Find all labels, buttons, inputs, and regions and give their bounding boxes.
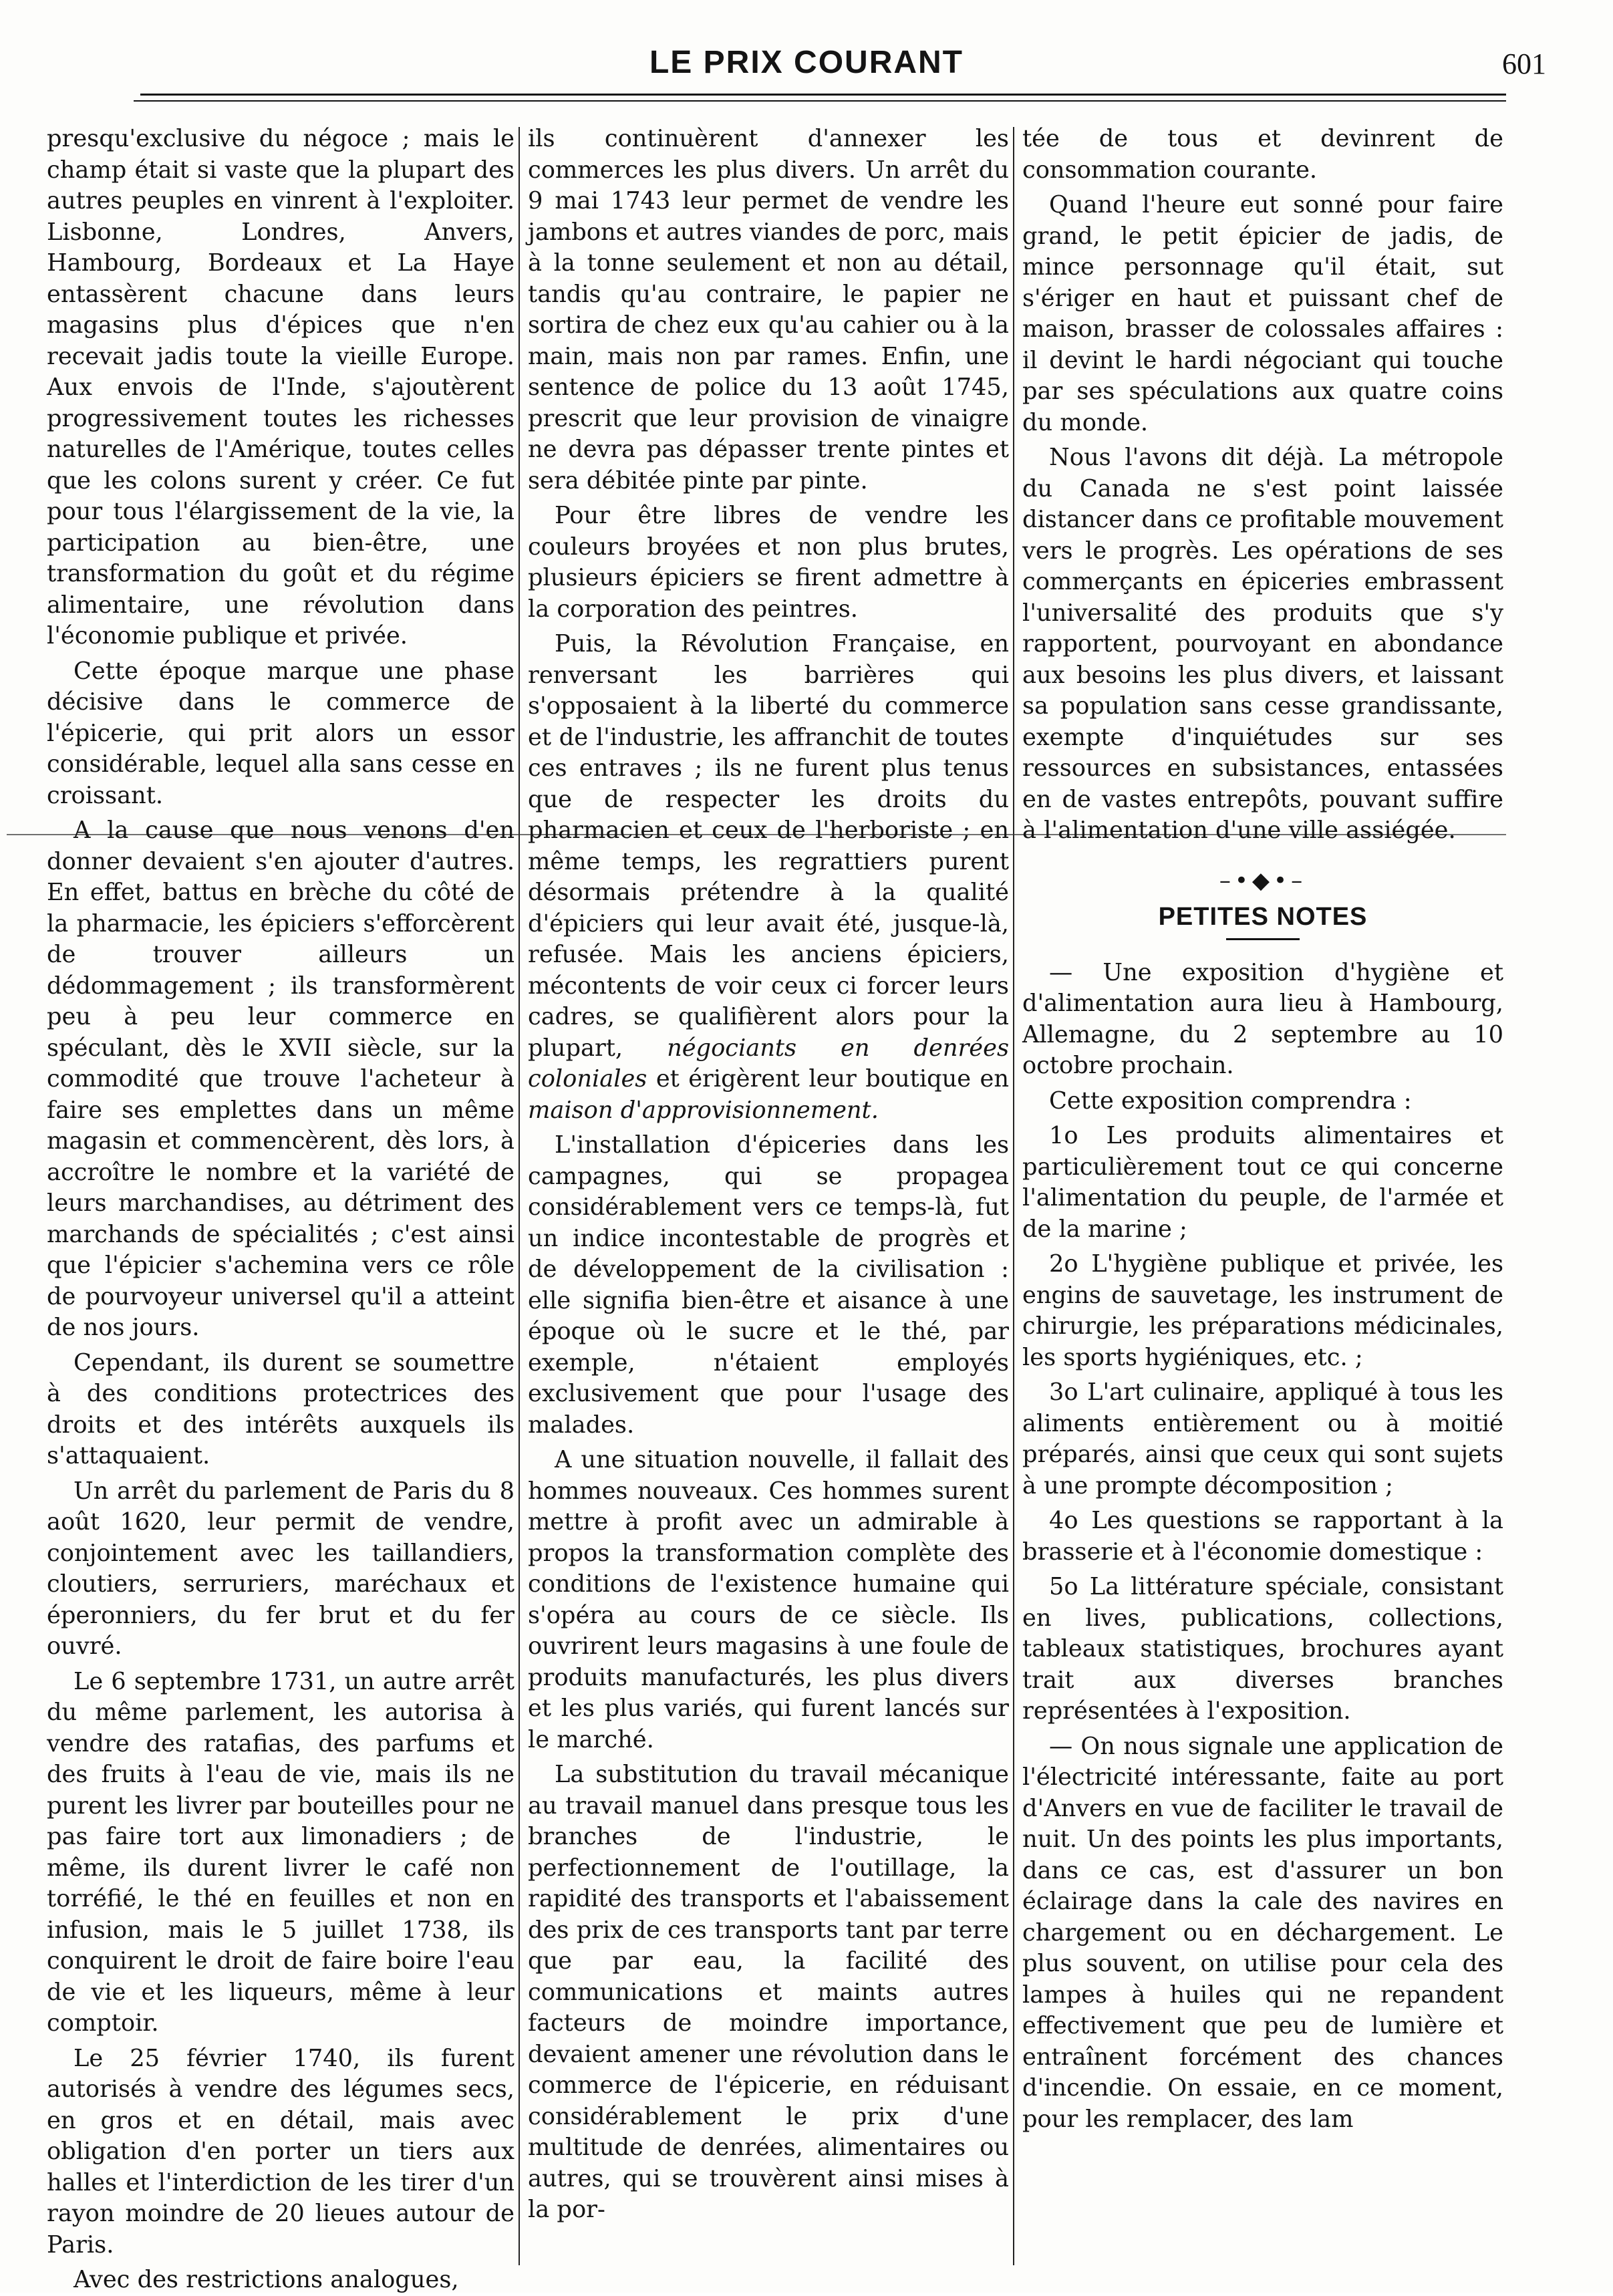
paragraph: ils continuèrent d'annexer les commerces les plus divers. Un arrêt du 9 mai 1743 leur permet de vendre les jambons et autres viandes de porc, mais à la tonne seulement et non au détail, tandis qu'au contraire, le papier ne sortira de chez eux qu'au cahier ou à la main, mais non par rames. Enfin, une sentence de police du 13 août 1745, prescrit que leur provision de vinaigre ne devra pas dépasser trente pintes et sera débitée pinte par pinte. xyxy=(528,125,1009,494)
paragraph: L'installation d'épiceries dans les campagnes, qui se propagea considérablement vers ce temps-là, fut un indice incontestable de progrès et de développement de la civilisation : elle signifia bien-être et aisance à une époque où le sucre et le thé, par exemple, n'étaient employés exclusivement que pour l'usage des malades. xyxy=(528,1131,1009,1439)
paragraph: Un arrêt du parlement de Paris du 8 août 1620, leur permit de vendre, conjointement avec les taillandiers, cloutiers, serruriers, maréchaux et éperonniers, du fer brut et du fer ouvré. xyxy=(47,1477,515,1660)
paragraph-revolution xyxy=(528,629,1009,1126)
column-divider-2 xyxy=(1013,127,1014,2265)
paragraph: Avec des restrictions analogues, xyxy=(74,2266,459,2293)
paragraph: Cette époque marque une phase décisive dans le commerce de l'épicerie, qui prit alors un essor considérable, lequel alla sans cesse en croissant. xyxy=(47,657,515,809)
note: — Une exposition d'hygiène et d'alimentation aura lieu à Hambourg, Allemagne, du 2 septembre au 10 octobre prochain. xyxy=(1022,958,1503,1079)
paragraph: Cependant, ils durent se soumettre à des conditions protectrices des droits et des intérêts auxquels ils s'attaquaient. xyxy=(47,1348,515,1469)
page-header xyxy=(40,40,1573,100)
italic-term: négociants en denrées coloniales xyxy=(528,1034,1010,1093)
page-number: 601 xyxy=(1502,47,1546,80)
paragraph: Pour être libres de vendre les couleurs broyées et non plus brutes, plusieurs épiciers se firent admettre à la corporation des peintres. xyxy=(528,502,1009,623)
italic-term: maison d'approvisionnement. xyxy=(528,1096,879,1124)
column-1 xyxy=(47,124,515,2293)
paragraph: A la cause que nous venons d'en donner devaient s'en ajouter d'autres. En effet, battus en brèche du côté de la pharmacie, les épiciers s'efforcèrent de trouver ailleurs un dédommagement ; ils transformèrent peu à peu leur commerce en spéculant, dès le XVII siècle, sur la commodité que trouve l'acheteur à faire ses emplettes dans un même magasin et commencèrent, dès lors, à accroître le nombre et la variété de leurs marchandises, au détriment des marchands de spécialités ; c'est ainsi que l'épicier s'achemina vers ce rôle de pourvoyeur universel qu'il a atteint de nos jours. xyxy=(47,817,515,1341)
paragraph: tée de tous et devinrent de consommation courante. xyxy=(1022,125,1503,184)
note: 3o L'art culinaire, appliqué à tous les aliments entièrement ou à moitié préparés, ainsi que ceux qui sont sujets à une prompte décomposition ; xyxy=(1022,1379,1503,1499)
section-rule xyxy=(1226,938,1300,940)
paragraph: Nous l'avons dit déjà. La métropole du Canada ne s'est point laissée distancer dans ce profitable mouvement vers le progrès. Les opérations de ses commerçants en épiceries embrassent l'universalité des produits que s'y rapportent, pourvoyant en abondance aux besoins les plus divers, et laissant sa population sans cesse grandissante, exempte d'inquiétudes sur ses ressources en subsistances, entassées en de vastes entrepôts, pouvant suffire à l'alimentation d'une ville assiégée. xyxy=(1022,444,1503,844)
header-rule-top xyxy=(140,94,1506,96)
paragraph: La substitution du travail mécanique au travail manuel dans presque tous les branches de l'industrie, le perfectionnement de l'outillage, la rapidité des transports et l'abaissement des prix de ces transports tant par terre que par eau, la facilité des communications et maints autres facteurs de moindre importance, devaient amener une révolution dans le commerce de l'épicerie, en réduisant considérablement le prix d'une multitude de denrées, alimentaires ou autres, qui se trouvèrent ainsi mises à la por- xyxy=(528,1761,1009,2223)
note: 1o Les produits alimentaires et particulièrement tout ce qui concerne l'alimentation du peuple, de l'armée et de la marine ; xyxy=(1022,1122,1503,1243)
note: — On nous signale une application de l'électricité intéressante, faite au port d'Anvers en vue de faciliter le travail de nuit. Un des points les plus importants, dans ce cas, est d'assurer un bon éclairage dans la cale des navires en chargement ou en déchargement. Le plus souvent, on utilise pour cela des lampes à huiles qui ne repandent effectivement que peu de lumière et entraînent forcément des chances d'incendie. On essaie, en ce moment, pour les remplacer, des lam xyxy=(1022,1732,1503,2133)
note: 4o Les questions se rapportant à la brasserie et à l'économie domestique : xyxy=(1022,1507,1503,1566)
paragraph: Quand l'heure eut sonné pour faire grand, le petit épicier de jadis, de mince personnage qu'il était, sut s'ériger en haut et puissant chef de maison, brasser de colossales affaires : il devint le hardi négociant qui touche par ses spéculations aux quatre coins du monde. xyxy=(1022,191,1503,436)
text-run: Puis, la Révolution Française, en renversant les barrières qui s'opposaient à la liberté du commerce et de l'industrie, les affranchit de toutes ces entraves ; ils ne furent plus tenus que de respecter les droits du pharmacien et ceux de l'herboriste ; en même temps, les regrattiers purent désormais prétendre à la qualité d'épiciers qui leur avait été, jusque-là, refusée. Mais les anciens épiciers, mécontents de voir ceux ci forcer leurs cadres, se qualifièrent alors pour la plupart, xyxy=(528,630,1009,1062)
note: 5o La littérature spéciale, consistant en lives, publications, collections, tableaux statistiques, brochures ayant trait aux diverses branches représentées à l'exposition. xyxy=(1022,1573,1503,1725)
paragraph: Le 6 septembre 1731, un autre arrêt du même parlement, les autorisa à vendre des ratafias, des parfums et des fruits à l'eau de vie, mais ils ne purent les livrer par bouteilles pour ne pas faire tort aux limonadiers ; de même, ils durent livrer le café non torréfié, le thé en feuilles et non en infusion, mais le 5 juillet 1738, ils conquirent le droit de faire boire l'eau de vie et les liqueurs, même à leur comptoir. xyxy=(47,1667,515,2037)
note: 2o L'hygiène publique et privée, les engins de sauvetage, les instrument de chirurgie, les préparations médicinales, les sports hygiéniques, etc. ; xyxy=(1022,1250,1503,1371)
column-3 xyxy=(1022,124,1503,2269)
text-run: et érigèrent leur boutique en xyxy=(655,1065,1009,1093)
ornament-divider: –•◆•– xyxy=(1219,867,1307,894)
paragraph: Le 25 février 1740, ils furent autorisés à vendre des légumes secs, en gros et en détail, mais avec obligation d'en porter un tiers aux halles et l'interdiction de les tirer d'un rayon moindre de 20 lieues autour de Paris. xyxy=(47,2044,515,2259)
section-title: PETITES NOTES xyxy=(1158,903,1368,931)
note: Cette exposition comprendra : xyxy=(1049,1087,1412,1115)
running-title: LE PRIX COURANT xyxy=(649,45,964,80)
paragraph: presqu'exclusive du négoce ; mais le champ était si vaste que la plupart des autres peuples en vinrent à l'exploiter. Lisbonne, Londres, Anvers, Hambourg, Bordeaux et La Haye entassèrent chacune dans leurs magasins plus d'épices que n'en recevait jadis toute la vieille Europe. Aux envois de l'Inde, s'ajoutèrent progressivement toutes les richesses naturelles de l'Amérique, toutes celles que les colons surent y créer. Ce fut pour tous l'élargissement de la vie, la participation au bien-être, une transformation du goût et du régime alimentaire, une révolution dans l'économie publique et privée. xyxy=(47,125,515,650)
paragraph: A une situation nouvelle, il fallait des hommes nouveaux. Ces hommes surent mettre à profit avec un admirable à propos la transformation complète des conditions de l'existence humaine qui s'opéra au cours de ce siècle. Ils ouvrirent leurs magasins à une foule de produits manufacturés, les plus divers et les plus variés, qui furent lancés sur le marché. xyxy=(528,1446,1009,1753)
column-divider-1 xyxy=(519,127,520,2265)
header-rule-bottom xyxy=(134,100,1506,102)
column-2 xyxy=(528,124,1009,2269)
